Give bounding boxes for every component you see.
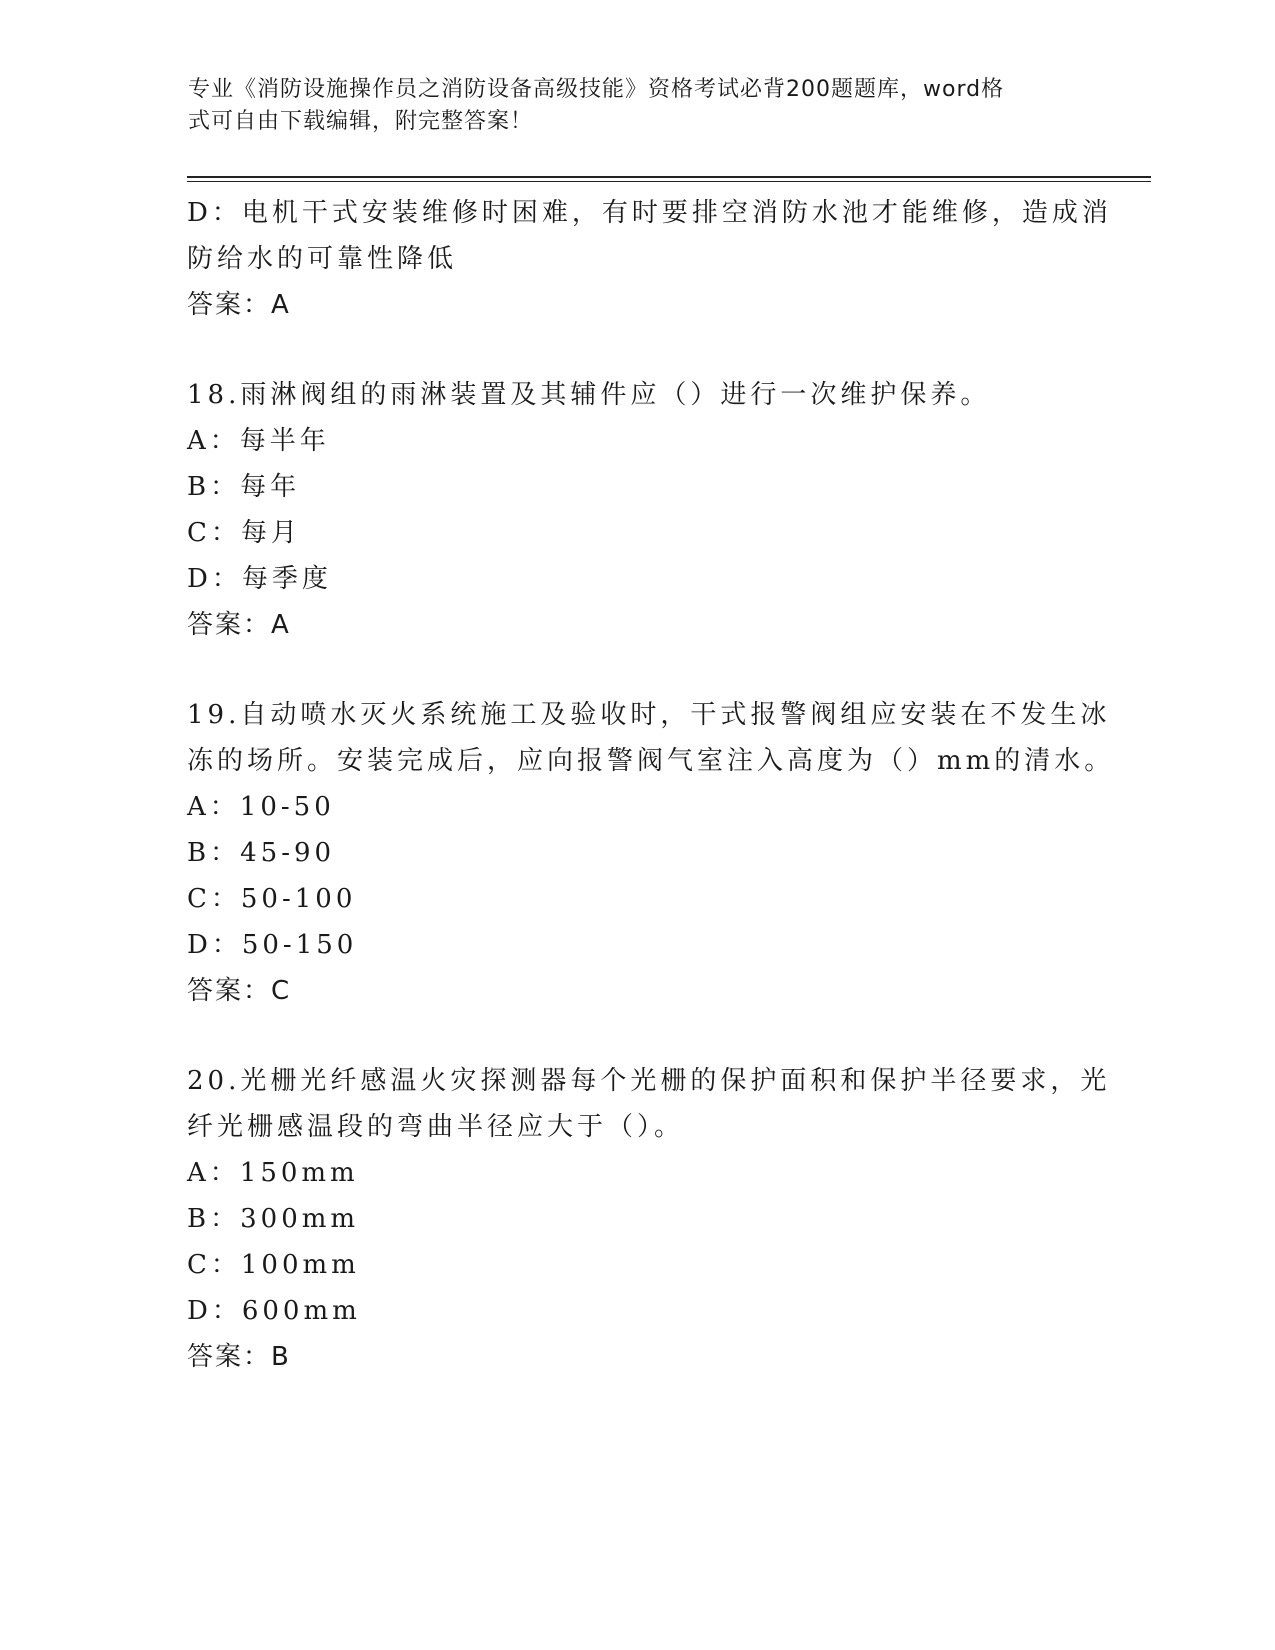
question-18 xyxy=(187,372,1087,648)
question-stem: 20.光栅光纤感温火灾探测器每个光栅的保护面积和保护半径要求，光 xyxy=(187,1066,1111,1096)
option-b: B：300mm xyxy=(187,1204,360,1234)
header-title-line-2: 式可自由下载编辑，附完整答案！ xyxy=(188,109,534,134)
answer-label: 答案：B xyxy=(187,1342,291,1372)
header-title-line-1: 专业《消防设施操作员之消防设备高级技能》资格考试必背200题题库，word格 xyxy=(188,77,1005,102)
option-d: D：600mm xyxy=(187,1296,361,1326)
option-b: B：每年 xyxy=(187,472,301,502)
question-20 xyxy=(187,1058,1111,1380)
option-a: A：10-50 xyxy=(187,792,335,822)
spacer xyxy=(187,1014,1087,1058)
spacer xyxy=(187,328,1087,372)
option-a: A：每半年 xyxy=(187,426,330,456)
option-c: C：100mm xyxy=(187,1250,360,1280)
answer-label: 答案：A xyxy=(187,610,291,640)
option-d: D：50-150 xyxy=(187,930,358,960)
option-d: D：电机干式安装维修时困难，有时要排空消防水池才能维修，造成消 xyxy=(187,198,1112,228)
option-a: A：150mm xyxy=(187,1158,359,1188)
question-17-tail xyxy=(187,190,1112,328)
option-b: B：45-90 xyxy=(187,838,336,868)
answer-label: 答案：C xyxy=(187,976,292,1006)
question-list xyxy=(187,190,1115,1380)
header-divider xyxy=(187,176,1151,182)
spacer xyxy=(187,648,1087,692)
document-header xyxy=(188,74,1068,138)
question-stem: 19.自动喷水灭火系统施工及验收时，干式报警阀组应安装在不发生冰 xyxy=(187,700,1111,730)
option-c: C：50-100 xyxy=(187,884,357,914)
option-d-continued: 防给水的可靠性降低 xyxy=(187,244,458,274)
question-stem-continued: 冻的场所。安装完成后，应向报警阀气室注入高度为（）mm的清水。 xyxy=(187,746,1115,776)
question-19 xyxy=(187,692,1115,1014)
option-d: D：每季度 xyxy=(187,564,332,594)
question-stem: 18.雨淋阀组的雨淋装置及其辅件应（）进行一次维护保养。 xyxy=(187,380,991,410)
answer-label: 答案：A xyxy=(187,290,291,320)
question-stem-continued: 纤光栅感温段的弯曲半径应大于（）。 xyxy=(187,1112,685,1142)
option-c: C：每月 xyxy=(187,518,301,548)
